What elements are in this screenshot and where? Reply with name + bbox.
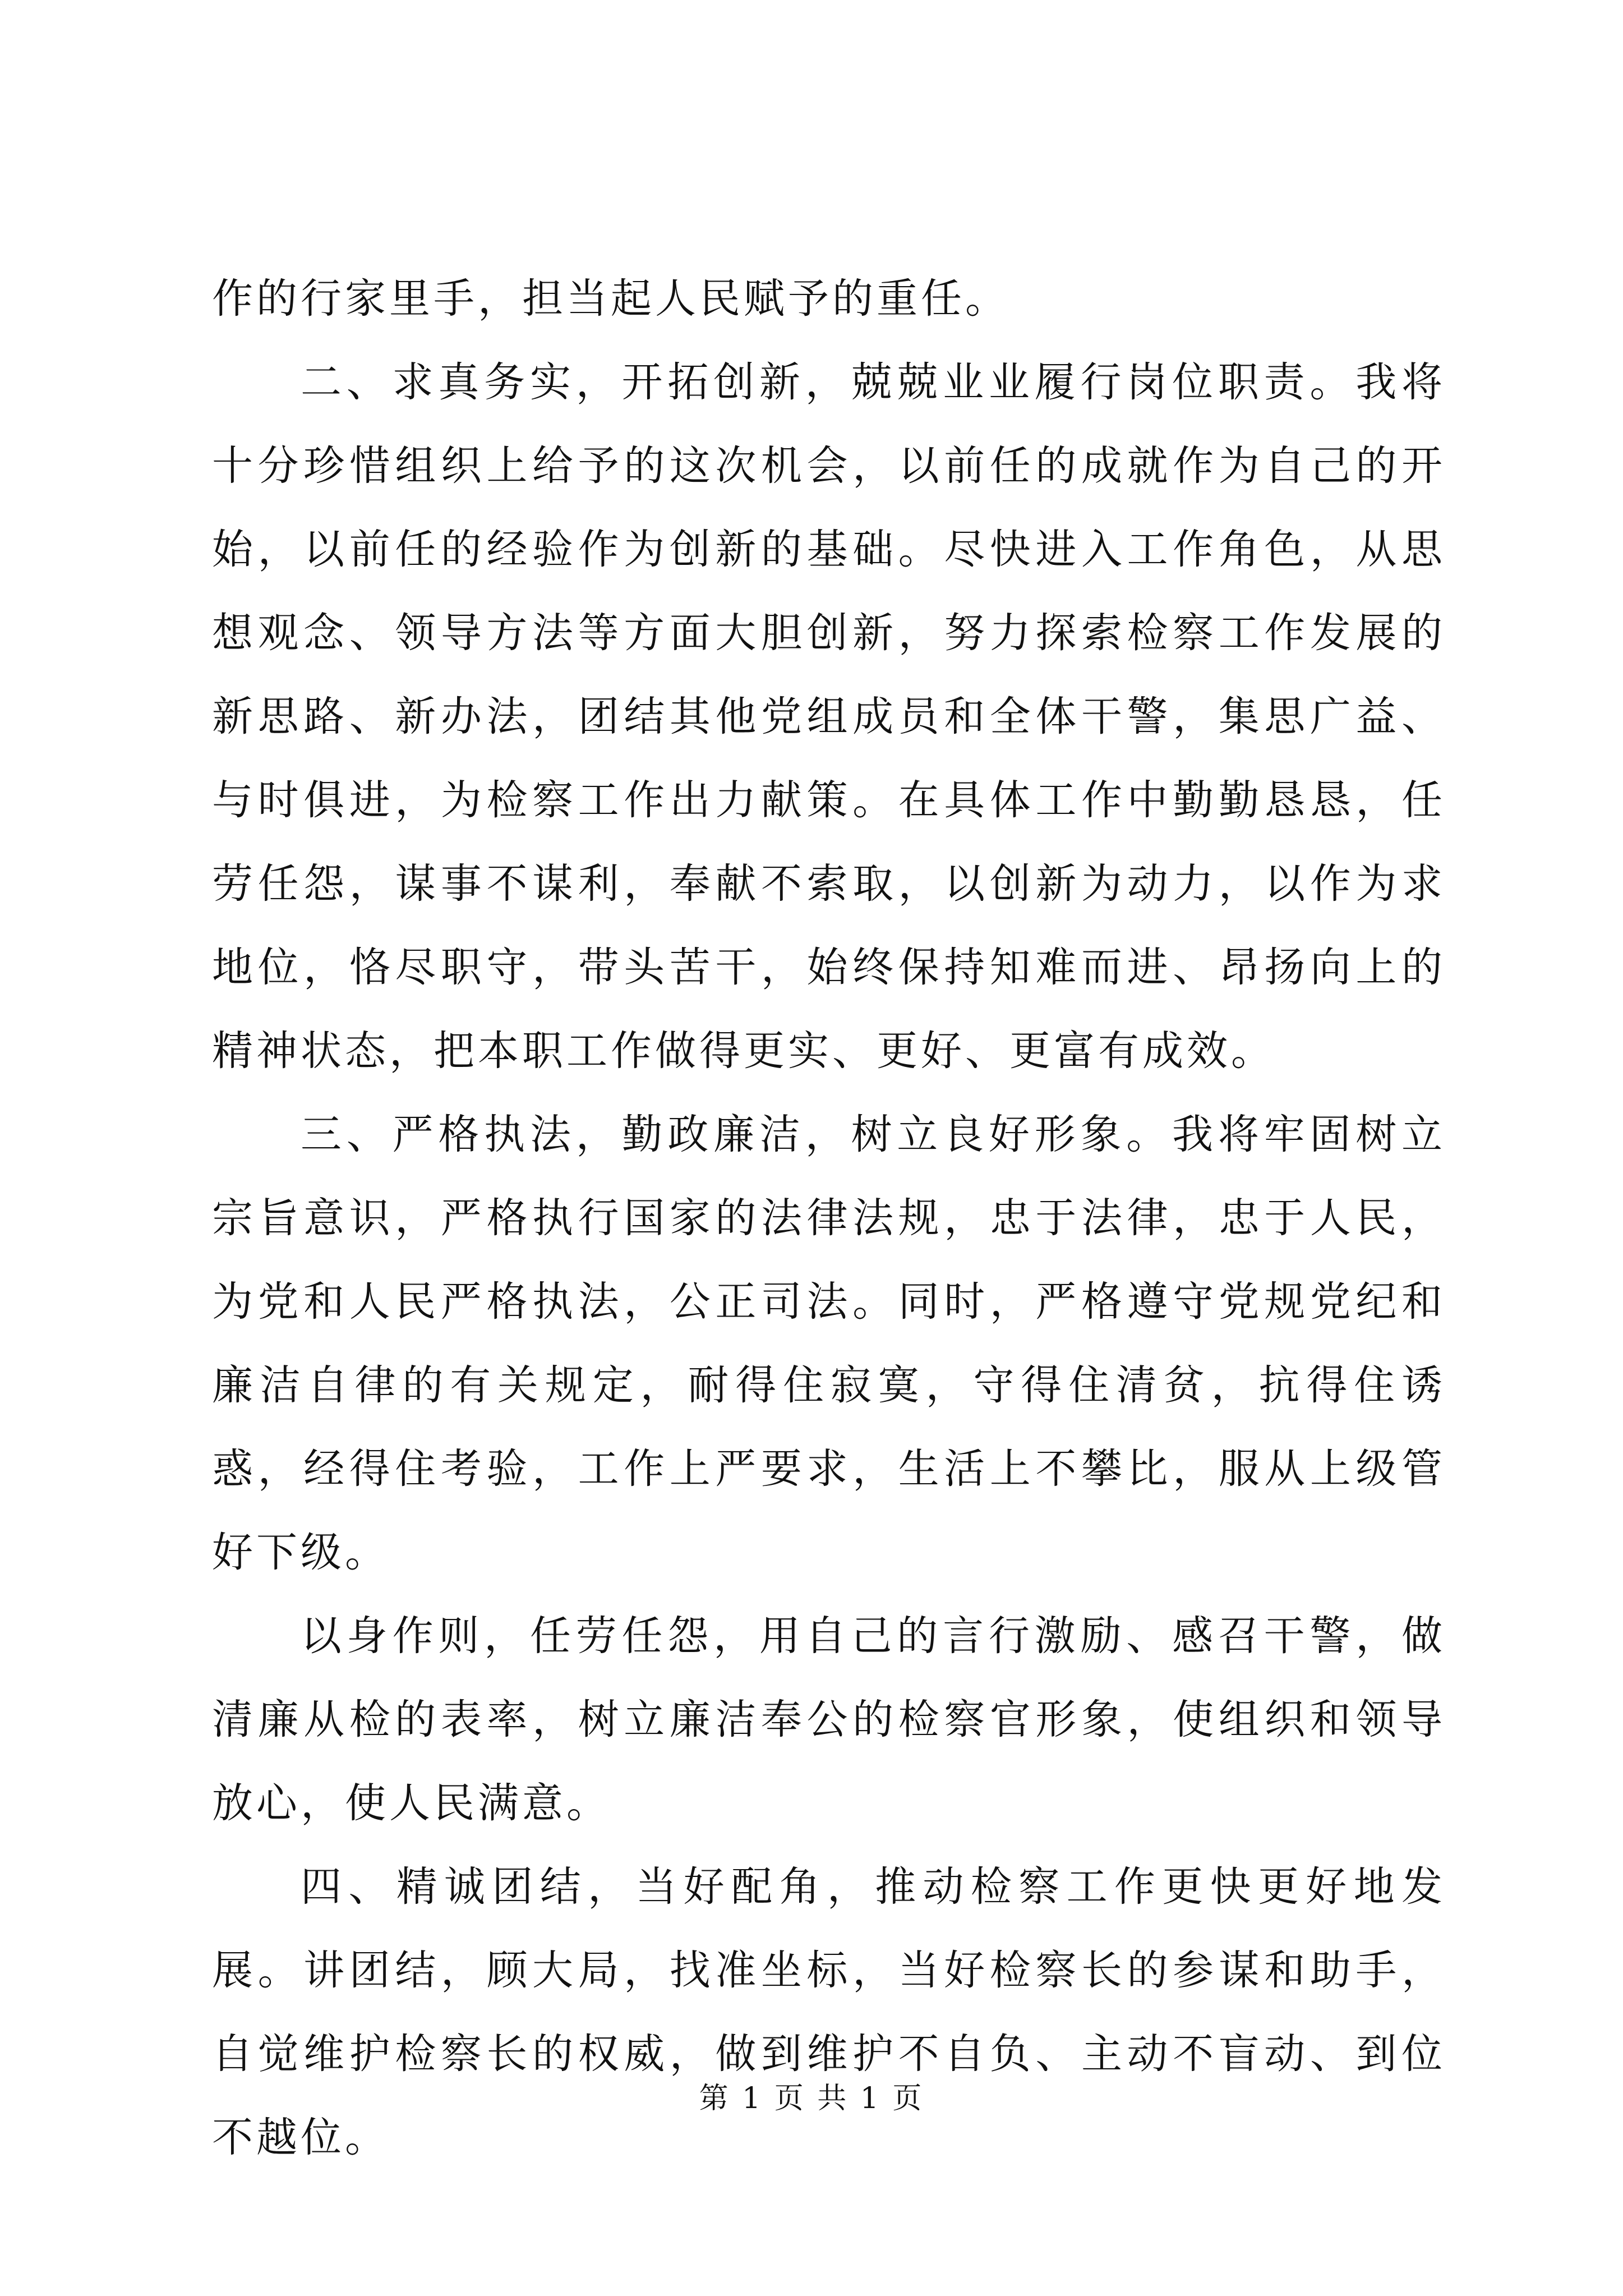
paragraph-section-three: 三、严格执法，勤政廉洁，树立良好形象。我将牢固树立宗旨意识，严格执行国家的法律法规，忠于法律，忠于人民，为党和人民严格执法，公正司法。同时，严格遵守党规党纪和廉洁自律的有关规定，耐得住寂寞，守得住清贫，抗得住诱惑，经得住考验，工作上严要求，生活上不攀比，服从上级管好下级。 bbox=[212, 1111, 1446, 1576]
paragraph-continuation: 作的行家里手，担当起人民赋予的重任。 bbox=[212, 275, 1009, 323]
paragraph-section-four: 四、精诚团结，当好配角，推动检察工作更快更好地发展。讲团结，顾大局，找准坐标，当好检察长的参谋和助手，自觉维护检察长的权威，做到维护不自负、主动不盲动、到位不越位。 bbox=[212, 1863, 1446, 2161]
document-body bbox=[212, 257, 1446, 2179]
page-number-footer: 第 1 页 共 1 页 bbox=[699, 2082, 924, 2115]
paragraph-lead-by-example: 以身作则，任劳任怨，用自己的言行激励、感召干警，做清廉从检的表率，树立廉洁奉公的检察官形象，使组织和领导放心，使人民满意。 bbox=[212, 1612, 1446, 1827]
paragraph-section-two: 二、求真务实，开拓创新，兢兢业业履行岗位职责。我将十分珍惜组织上给予的这次机会，以前任的成就作为自己的开始，以前任的经验作为创新的基础。尽快进入工作角色，从思想观念、领导方法等方面大胆创新，努力探索检察工作发展的新思路、新办法，团结其他党组成员和全体干警，集思广益、与时俱进，为检察工作出力献策。在具体工作中勤勤恳恳，任劳任怨，谋事不谋利，奉献不索取，以创新为动力，以作为求地位，恪尽职守，带头苦干，始终保持知难而进、昂扬向上的精神状态，把本职工作做得更实、更好、更富有成效。 bbox=[212, 358, 1446, 1075]
